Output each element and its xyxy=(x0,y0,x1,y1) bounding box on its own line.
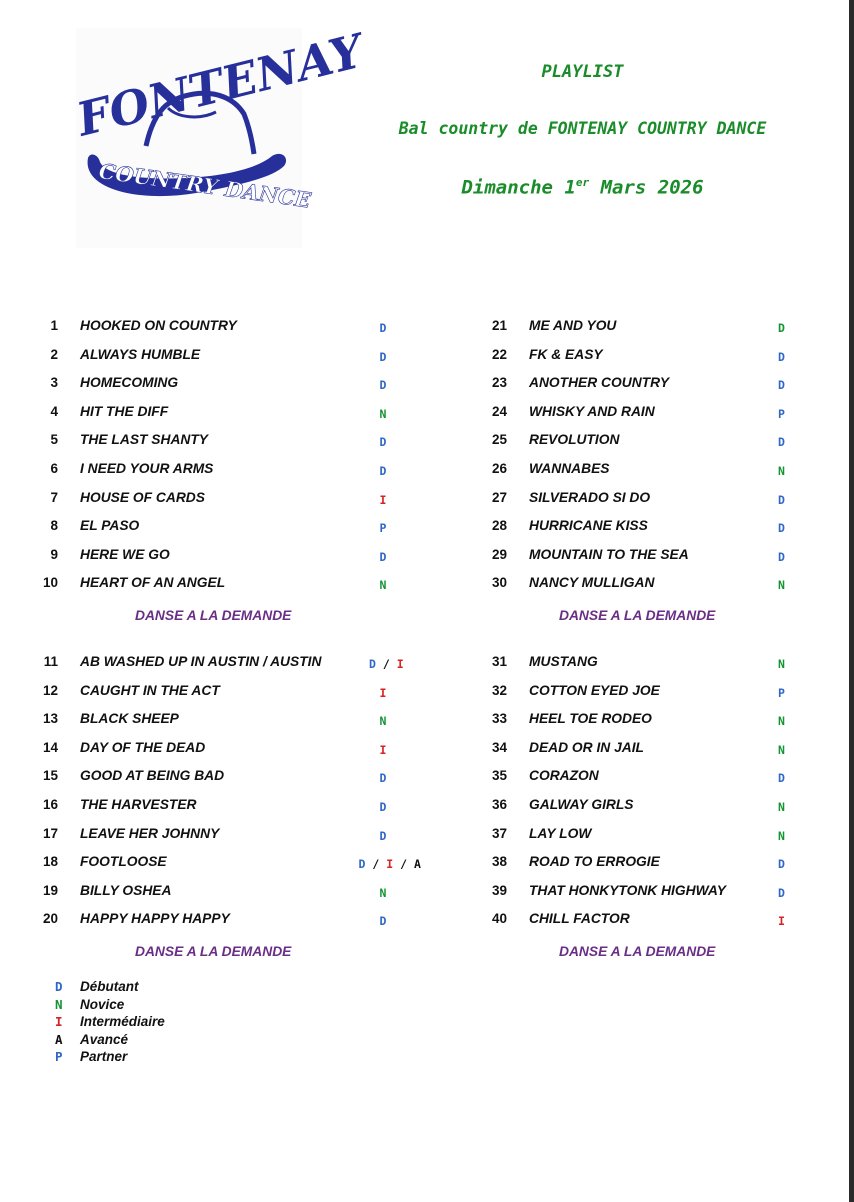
legend-code: A xyxy=(55,1031,63,1047)
song-title: ALWAYS HUMBLE xyxy=(80,346,201,362)
playlist-row xyxy=(483,318,813,338)
playlist-row xyxy=(483,797,813,817)
song-title: NANCY MULLIGAN xyxy=(529,575,655,591)
legend-code: N xyxy=(55,996,63,1012)
song-level xyxy=(778,771,785,785)
song-level xyxy=(380,550,387,564)
level-code: D xyxy=(379,321,387,335)
song-title: HEART OF AN ANGEL xyxy=(80,575,226,591)
song-level xyxy=(778,407,785,421)
level-code: D xyxy=(778,521,785,536)
level-code: D xyxy=(778,549,785,564)
song-title: HOMECOMING xyxy=(80,375,179,391)
date-suffix: Mars 2026 xyxy=(589,176,704,199)
song-number: 17 xyxy=(42,825,58,841)
song-level xyxy=(380,829,387,843)
song-title: BILLY OSHEA xyxy=(80,882,172,898)
page-edge-border xyxy=(849,0,854,1202)
level-code: D xyxy=(379,349,387,364)
playlist-row xyxy=(483,883,813,903)
playlist-row xyxy=(483,711,813,731)
song-title: CORAZON xyxy=(529,768,599,784)
level-code: I xyxy=(778,914,785,929)
song-number: 33 xyxy=(491,711,507,727)
level-code: I xyxy=(386,857,394,872)
song-number: 35 xyxy=(491,768,507,784)
song-title: THAT HONKYTONK HIGHWAY xyxy=(529,882,726,898)
song-level xyxy=(380,771,387,785)
song-title: FK & EASY xyxy=(529,346,603,362)
legend-label: Débutant xyxy=(80,979,139,994)
song-level xyxy=(380,714,387,728)
level-code: D xyxy=(379,914,387,929)
playlist-row xyxy=(483,768,813,788)
level-code: D xyxy=(379,549,387,564)
song-level xyxy=(778,493,785,507)
song-level xyxy=(778,743,785,757)
level-code: P xyxy=(379,521,387,536)
song-number: 34 xyxy=(491,739,507,755)
playlist-row xyxy=(483,826,813,846)
song-number: 18 xyxy=(42,854,58,870)
song-number: 16 xyxy=(42,797,58,812)
song-number: 8 xyxy=(50,518,58,534)
level-code: N xyxy=(778,578,785,593)
song-level xyxy=(778,350,785,364)
playlist-row xyxy=(483,375,813,395)
playlist-row xyxy=(483,683,813,703)
song-level xyxy=(778,521,785,535)
song-level xyxy=(380,800,387,814)
song-level xyxy=(778,857,785,871)
playlist-row xyxy=(483,547,813,567)
event-date xyxy=(375,176,790,198)
song-number: 20 xyxy=(42,911,58,927)
playlist-row xyxy=(34,490,454,510)
song-number: 29 xyxy=(491,546,507,562)
song-number: 27 xyxy=(491,489,507,505)
song-level xyxy=(380,321,387,335)
event-subtitle: Bal country de FONTENAY COUNTRY DANCE xyxy=(398,119,767,138)
playlist-row xyxy=(34,854,454,874)
song-number: 11 xyxy=(43,654,58,669)
playlist-row xyxy=(483,518,813,538)
song-number: 19 xyxy=(42,882,58,898)
level-code: N xyxy=(778,800,785,814)
song-title: LEAVE HER JOHNNY xyxy=(80,825,220,841)
song-title: MOUNTAIN TO THE SEA xyxy=(529,546,689,562)
song-level xyxy=(380,578,387,592)
fontenay-country-dance-logo xyxy=(71,23,369,248)
playlist-row xyxy=(483,490,813,510)
date-prefix: Dimanche 1 xyxy=(461,176,576,199)
level-code: D xyxy=(778,857,785,872)
song-number: 24 xyxy=(491,403,507,419)
song-number: 9 xyxy=(50,546,58,562)
playlist-row xyxy=(483,432,813,452)
level-code: I xyxy=(396,657,404,671)
playlist-row xyxy=(34,654,454,674)
level-code: D xyxy=(358,857,366,872)
song-level xyxy=(380,407,387,421)
legend-label: Avancé xyxy=(80,1031,129,1047)
song-title: HEEL TOE RODEO xyxy=(529,711,652,727)
level-code: N xyxy=(778,657,785,671)
playlist-row xyxy=(34,404,454,424)
song-title: LAY LOW xyxy=(529,825,592,841)
playlist-row xyxy=(34,575,454,595)
song-level xyxy=(778,435,785,449)
level-code: D xyxy=(369,657,376,671)
song-level xyxy=(380,378,387,392)
level-code: N xyxy=(778,828,785,843)
song-level xyxy=(778,829,785,843)
song-level xyxy=(778,321,785,335)
level-code: N xyxy=(379,578,387,593)
song-number: 40 xyxy=(491,911,507,927)
playlist-row xyxy=(34,711,454,731)
level-code: D xyxy=(379,800,387,814)
song-level xyxy=(778,914,785,928)
song-title: MUSTANG xyxy=(529,654,598,669)
playlist-row xyxy=(34,547,454,567)
playlist-row xyxy=(483,461,813,481)
song-number: 5 xyxy=(50,432,58,448)
song-title: DAY OF THE DEAD xyxy=(80,739,206,755)
level-code: D xyxy=(778,492,785,507)
song-number: 37 xyxy=(491,825,507,841)
legend-code: D xyxy=(55,979,63,994)
song-number: 32 xyxy=(491,682,507,698)
level-separator: / xyxy=(365,857,387,872)
level-separator: / xyxy=(393,857,414,872)
song-number: 6 xyxy=(50,461,58,476)
playlist-row xyxy=(34,797,454,817)
level-code: N xyxy=(778,714,785,729)
song-level xyxy=(380,686,387,700)
playlist-row xyxy=(34,518,454,538)
song-level xyxy=(359,857,421,871)
song-number: 30 xyxy=(491,575,507,591)
legend-label: Partner xyxy=(80,1049,128,1065)
playlist-row xyxy=(34,740,454,760)
level-code: D xyxy=(379,771,387,786)
song-level xyxy=(380,493,387,507)
song-number: 15 xyxy=(42,768,58,784)
level-code: D xyxy=(778,771,785,786)
legend-label: Intermédiaire xyxy=(80,1014,165,1030)
song-level xyxy=(380,435,387,449)
danse-a-la-demande-label: DANSE A LA DEMANDE xyxy=(135,944,292,959)
logo-graphic xyxy=(71,23,369,248)
playlist-row xyxy=(483,740,813,760)
playlist-row xyxy=(34,347,454,367)
legend-label: Novice xyxy=(80,996,125,1012)
level-code: A xyxy=(413,857,421,872)
playlist-row xyxy=(34,826,454,846)
level-code: N xyxy=(379,885,387,900)
song-number: 31 xyxy=(491,654,507,669)
song-level xyxy=(380,886,387,900)
level-code: D xyxy=(379,464,387,478)
song-title: FOOTLOOSE xyxy=(80,854,167,870)
playlist-row xyxy=(34,461,454,481)
song-level xyxy=(778,464,785,478)
level-code: D xyxy=(778,349,785,364)
level-code: N xyxy=(379,714,387,729)
playlist-row xyxy=(483,347,813,367)
song-level xyxy=(380,743,387,757)
playlist-row xyxy=(34,911,454,931)
playlist-row xyxy=(483,404,813,424)
song-level xyxy=(380,521,387,535)
song-title: ME AND YOU xyxy=(529,318,617,333)
level-code: N xyxy=(778,742,785,757)
song-title: ANOTHER COUNTRY xyxy=(529,375,670,391)
song-level xyxy=(380,350,387,364)
date-ordinal: er xyxy=(575,176,590,189)
song-level xyxy=(380,914,387,928)
song-number: 26 xyxy=(491,461,507,476)
song-title: HAPPY HAPPY HAPPY xyxy=(80,911,230,927)
level-code: D xyxy=(778,885,785,900)
song-level xyxy=(778,657,785,671)
playlist-row xyxy=(34,768,454,788)
song-title: SILVERADO SI DO xyxy=(529,489,651,505)
song-level xyxy=(778,886,785,900)
song-title: WHISKY AND RAIN xyxy=(529,403,655,419)
song-number: 25 xyxy=(491,432,507,448)
level-code: D xyxy=(778,378,785,393)
song-level xyxy=(778,714,785,728)
level-code: I xyxy=(379,685,387,700)
song-title: DEAD OR IN JAIL xyxy=(529,739,644,755)
song-title: CAUGHT IN THE ACT xyxy=(80,682,220,698)
song-title: EL PASO xyxy=(80,518,140,534)
song-title: HIT THE DIFF xyxy=(80,403,169,419)
song-number: 23 xyxy=(491,375,507,391)
song-title: THE LAST SHANTY xyxy=(80,432,209,448)
playlist-row xyxy=(483,911,813,931)
playlist-row xyxy=(483,854,813,874)
song-title: AB WASHED UP IN AUSTIN / AUSTIN xyxy=(80,654,322,669)
level-code: I xyxy=(379,742,387,757)
playlist-row xyxy=(483,575,813,595)
song-title: GALWAY GIRLS xyxy=(529,797,634,812)
playlist-row xyxy=(34,432,454,452)
legend-code: I xyxy=(55,1014,63,1030)
song-title: HERE WE GO xyxy=(80,546,170,562)
song-title: REVOLUTION xyxy=(529,432,620,448)
song-level xyxy=(380,464,387,478)
logo-top-text: FONTENAY xyxy=(71,23,369,147)
level-code: D xyxy=(778,321,785,335)
song-title: WANNABES xyxy=(529,461,610,476)
level-code: D xyxy=(379,435,387,450)
song-title: HOOKED ON COUNTRY xyxy=(80,318,237,333)
playlist-row xyxy=(34,375,454,395)
song-level xyxy=(778,378,785,392)
playlist-row xyxy=(34,683,454,703)
level-code: I xyxy=(379,492,387,507)
level-code: D xyxy=(379,828,387,843)
page-title: PLAYLIST xyxy=(541,62,624,82)
song-title: BLACK SHEEP xyxy=(80,711,179,727)
song-number: 12 xyxy=(42,682,58,698)
song-level xyxy=(778,686,785,700)
level-code: P xyxy=(778,685,785,700)
song-number: 22 xyxy=(491,346,507,362)
level-code: D xyxy=(379,378,387,393)
song-title: HURRICANE KISS xyxy=(529,518,648,534)
song-title: HOUSE OF CARDS xyxy=(80,489,205,505)
song-title: ROAD TO ERROGIE xyxy=(529,854,660,870)
song-number: 4 xyxy=(50,403,58,419)
song-level xyxy=(778,550,785,564)
danse-a-la-demande-label: DANSE A LA DEMANDE xyxy=(135,608,292,623)
level-code: P xyxy=(778,406,785,421)
song-number: 39 xyxy=(491,882,507,898)
song-level xyxy=(778,578,785,592)
song-number: 7 xyxy=(50,489,58,505)
song-number: 1 xyxy=(50,318,58,333)
level-code: N xyxy=(379,406,387,421)
legend-code: P xyxy=(55,1049,63,1065)
level-code: N xyxy=(778,464,785,478)
song-number: 38 xyxy=(491,854,507,870)
level-code: D xyxy=(778,435,785,450)
playlist-row xyxy=(34,318,454,338)
playlist-row xyxy=(34,883,454,903)
danse-a-la-demande-label: DANSE A LA DEMANDE xyxy=(559,608,716,623)
song-number: 14 xyxy=(42,739,58,755)
song-level xyxy=(778,800,785,814)
song-number: 10 xyxy=(42,575,58,591)
song-level xyxy=(369,657,404,671)
song-number: 28 xyxy=(491,518,507,534)
song-title: CHILL FACTOR xyxy=(529,911,630,927)
level-separator: / xyxy=(375,657,397,671)
song-title: I NEED YOUR ARMS xyxy=(80,461,214,476)
song-number: 36 xyxy=(491,797,507,812)
song-title: THE HARVESTER xyxy=(80,797,197,812)
logo-bottom-text: COUNTRY DANCE xyxy=(97,158,313,213)
song-title: COTTON EYED JOE xyxy=(529,682,660,698)
song-number: 13 xyxy=(42,711,58,727)
danse-a-la-demande-label: DANSE A LA DEMANDE xyxy=(559,944,716,959)
song-title: GOOD AT BEING BAD xyxy=(80,768,225,784)
song-number: 2 xyxy=(50,346,58,362)
playlist-row xyxy=(483,654,813,674)
song-number: 21 xyxy=(491,318,507,333)
song-number: 3 xyxy=(50,375,58,391)
